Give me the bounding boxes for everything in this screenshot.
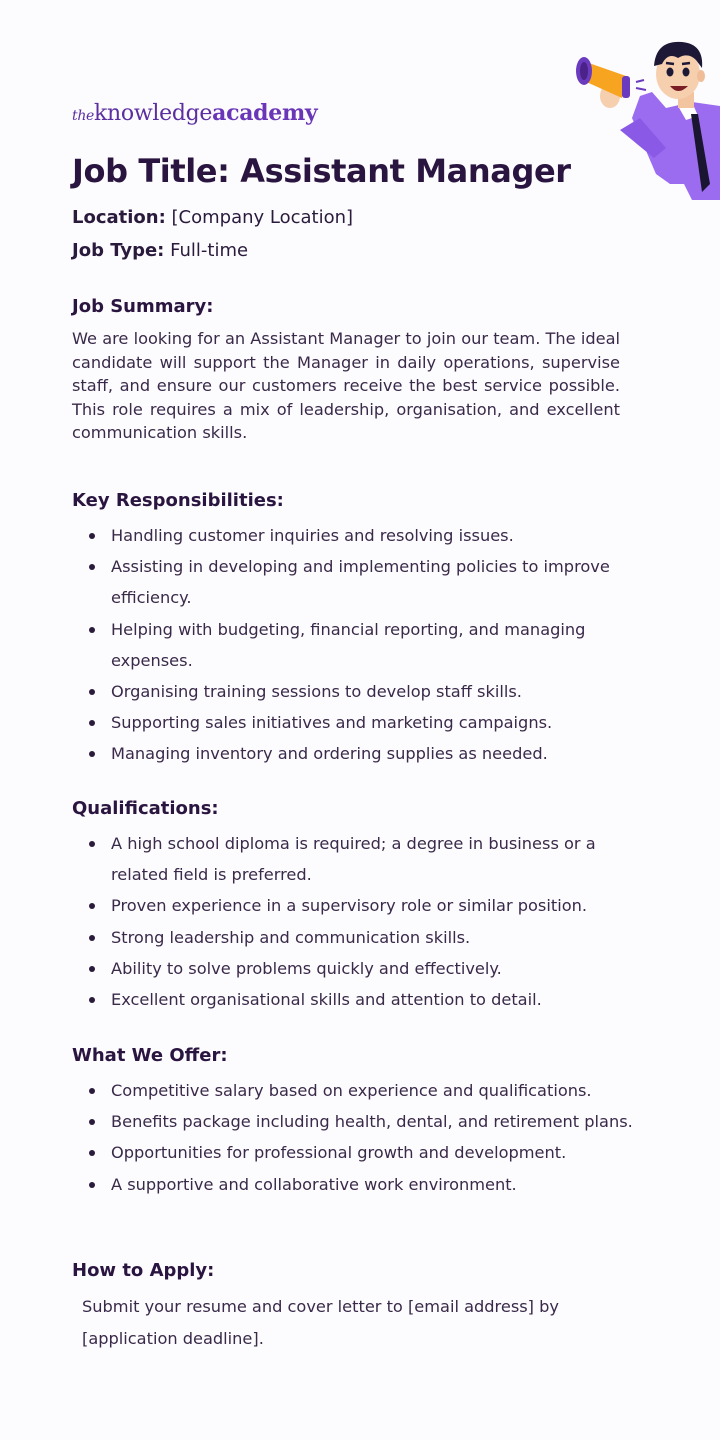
- location-label: Location:: [72, 207, 166, 228]
- list-item: Strong leadership and communication skills.: [84, 922, 644, 953]
- brand-logo: [72, 100, 317, 126]
- list-item: Competitive salary based on experience and qualifications.: [84, 1075, 644, 1106]
- list-item: Proven experience in a supervisory role or similar position.: [84, 890, 644, 921]
- section-heading-responsibilities: Key Responsibilities:: [72, 490, 284, 511]
- summary-paragraph: We are looking for an Assistant Manager to join our team. The ideal candidate will support the Manager in daily operations, supervise staff, and ensure our customers receive the best service possible. This role requires a mix of leadership, organisation, and excellent communication skills.: [72, 329, 620, 442]
- list-item: Helping with budgeting, financial reporting, and managing expenses.: [84, 614, 644, 676]
- list-item: A high school diploma is required; a degree in business or a related field is preferred.: [84, 828, 644, 890]
- section-heading-qualifications: Qualifications:: [72, 798, 219, 819]
- list-item: Managing inventory and ordering supplies as needed.: [84, 738, 644, 769]
- list-item: Benefits package including health, dental, and retirement plans.: [84, 1106, 644, 1137]
- location-value: [Company Location]: [165, 207, 354, 228]
- list-item: Handling customer inquiries and resolving issues.: [84, 520, 644, 551]
- job-type-value: Full-time: [164, 240, 249, 261]
- job-type-line: [72, 240, 248, 261]
- page-title: Job Title: Assistant Manager: [72, 152, 571, 190]
- list-item: Opportunities for professional growth and development.: [84, 1137, 644, 1168]
- list-item: A supportive and collaborative work environment.: [84, 1169, 644, 1200]
- list-item: Excellent organisational skills and attention to detail.: [84, 984, 644, 1015]
- section-heading-summary: Job Summary:: [72, 296, 214, 317]
- list-item: Assisting in developing and implementing policies to improve efficiency.: [84, 551, 644, 613]
- job-type-label: Job Type:: [72, 240, 165, 261]
- responsibilities-list: [84, 520, 644, 770]
- list-item: Ability to solve problems quickly and effectively.: [84, 953, 644, 984]
- qualifications-list: [84, 828, 644, 1015]
- megaphone-mascot-illustration: [574, 34, 720, 200]
- logo-academy: academy: [212, 100, 318, 126]
- logo-the: the: [72, 108, 95, 124]
- list-item: Organising training sessions to develop staff skills.: [84, 676, 644, 707]
- section-heading-offer: What We Offer:: [72, 1045, 228, 1066]
- section-heading-apply: How to Apply:: [72, 1260, 215, 1281]
- location-line: [72, 207, 353, 228]
- list-item: Supporting sales initiatives and marketing campaigns.: [84, 707, 644, 738]
- apply-paragraph: Submit your resume and cover letter to [email address] by [application deadline].: [82, 1297, 560, 1348]
- logo-knowledge: knowledge: [94, 101, 213, 126]
- offer-list: [84, 1075, 644, 1200]
